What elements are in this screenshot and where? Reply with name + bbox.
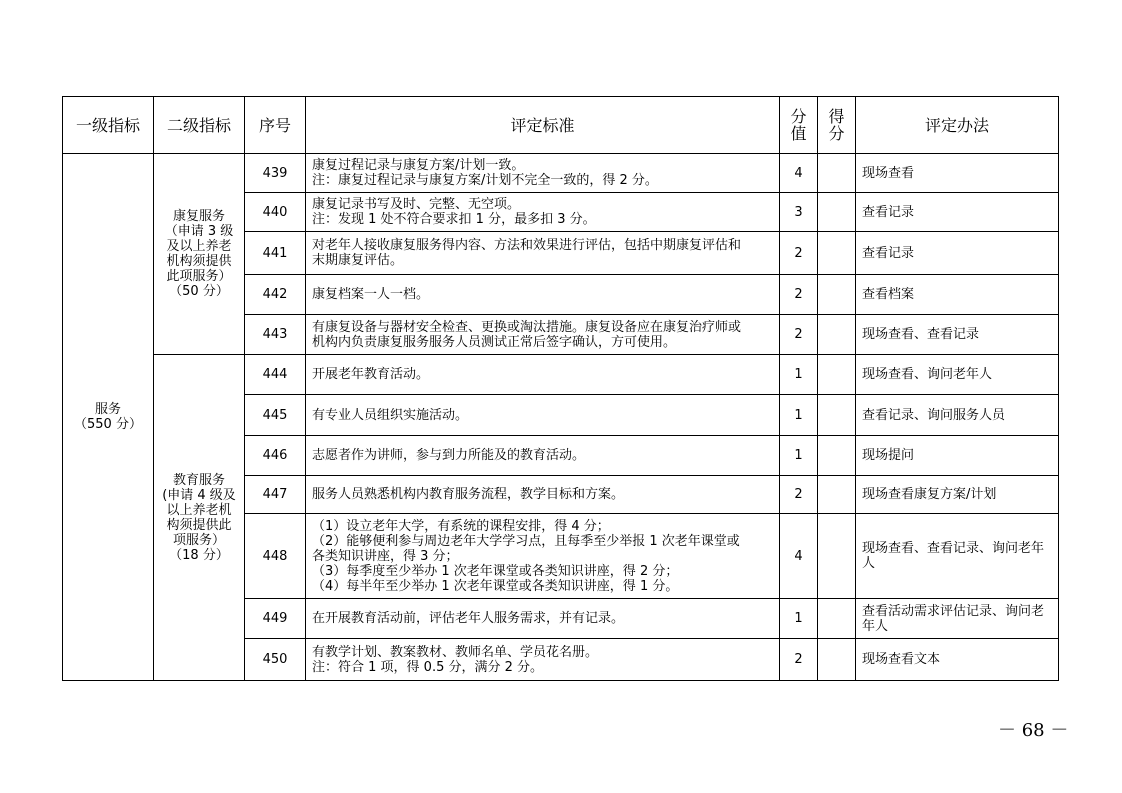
score-got-cell [818,436,856,476]
score-value-cell: 2 [780,275,818,315]
header-standard: 评定标准 [306,97,780,154]
seq-cell: 448 [245,514,306,599]
method-cell: 现场查看、查看记录、询问老年人 [856,514,1059,599]
score-got-cell [818,355,856,395]
header-level2: 二级指标 [154,97,245,154]
method-cell: 现场提问 [856,436,1059,476]
seq-cell: 441 [245,232,306,275]
header-score-got: 得 分 [818,97,856,154]
standard-cell: （1）设立老年大学，有系统的课程安排，得 4 分； （2）能够便利参与周边老年大学学习点，且每季至少举报 1 次老年课堂或 各类知识讲座，得 3 分； （3）每季度至少举办 1 次老年课堂或各类知识讲座，得 2 分； （4）每半年至少举办 1 次老年课堂或各类知识讲座，得 1 分。 [306,514,780,599]
group-education-cell: 教育服务 (申请 4 级及 以上养老机 构须提供此 项服务） （18 分） [154,355,245,681]
score-got-cell [818,154,856,193]
seq-cell: 446 [245,436,306,476]
seq-cell: 450 [245,639,306,681]
score-value-cell: 2 [780,639,818,681]
level1-cell: 服务 （550 分） [63,154,154,681]
header-row [63,97,1059,154]
score-value-cell: 2 [780,476,818,514]
score-got-cell [818,193,856,232]
standard-cell: 康复过程记录与康复方案/计划一致。 注：康复过程记录与康复方案/计划不完全一致的，得 2 分。 [306,154,780,193]
standard-cell: 在开展教育活动前，评估老年人服务需求，并有记录。 [306,599,780,639]
score-value-cell: 4 [780,154,818,193]
method-cell: 查看活动需求评估记录、询问老年人 [856,599,1059,639]
score-value-cell: 4 [780,514,818,599]
standard-cell: 有专业人员组织实施活动。 [306,395,780,436]
standard-cell: 有康复设备与器材安全检查、更换或淘汰措施。康复设备应在康复治疗师或 机构内负责康复服务服务人员测试正常后签字确认，方可使用。 [306,315,780,355]
table-row [63,154,1059,193]
method-cell: 现场查看、查看记录 [856,315,1059,355]
method-cell: 查看记录 [856,193,1059,232]
score-got-cell [818,476,856,514]
method-cell: 查看记录 [856,232,1059,275]
score-got-cell [818,639,856,681]
seq-cell: 442 [245,275,306,315]
seq-cell: 447 [245,476,306,514]
score-value-cell: 1 [780,395,818,436]
standard-cell: 服务人员熟悉机构内教育服务流程，教学目标和方案。 [306,476,780,514]
page-number: － 68 － [998,720,1069,741]
score-value-cell: 1 [780,355,818,395]
method-cell: 现场查看文本 [856,639,1059,681]
seq-cell: 439 [245,154,306,193]
score-value-cell: 2 [780,315,818,355]
score-value-cell: 1 [780,599,818,639]
standard-cell: 开展老年教育活动。 [306,355,780,395]
header-level1: 一级指标 [63,97,154,154]
seq-cell: 445 [245,395,306,436]
seq-cell: 443 [245,315,306,355]
header-method: 评定办法 [856,97,1059,154]
score-got-cell [818,599,856,639]
method-cell: 现场查看、询问老年人 [856,355,1059,395]
standard-cell: 有教学计划、教案教材、教师名单、学员花名册。 注：符合 1 项，得 0.5 分，满分 2 分。 [306,639,780,681]
method-cell: 现场查看 [856,154,1059,193]
score-got-cell [818,232,856,275]
standard-cell: 对老年人接收康复服务得内容、方法和效果进行评估，包括中期康复评估和 末期康复评估。 [306,232,780,275]
table-row [63,355,1059,395]
score-got-cell [818,395,856,436]
score-value-cell: 3 [780,193,818,232]
seq-cell: 444 [245,355,306,395]
score-got-cell [818,315,856,355]
method-cell: 查看档案 [856,275,1059,315]
method-cell: 现场查看康复方案/计划 [856,476,1059,514]
seq-cell: 440 [245,193,306,232]
standard-cell: 康复档案一人一档。 [306,275,780,315]
score-got-cell [818,275,856,315]
standard-cell: 志愿者作为讲师，参与到力所能及的教育活动。 [306,436,780,476]
score-got-cell [818,514,856,599]
header-score-value: 分 值 [780,97,818,154]
score-value-cell: 2 [780,232,818,275]
group-rehab-cell: 康复服务 （申请 3 级 及以上养老 机构须提供 此项服务） （50 分） [154,154,245,355]
header-seq: 序号 [245,97,306,154]
seq-cell: 449 [245,599,306,639]
score-value-cell: 1 [780,436,818,476]
evaluation-table [62,96,1059,681]
method-cell: 查看记录、询问服务人员 [856,395,1059,436]
standard-cell: 康复记录书写及时、完整、无空项。 注：发现 1 处不符合要求扣 1 分，最多扣 3 分。 [306,193,780,232]
